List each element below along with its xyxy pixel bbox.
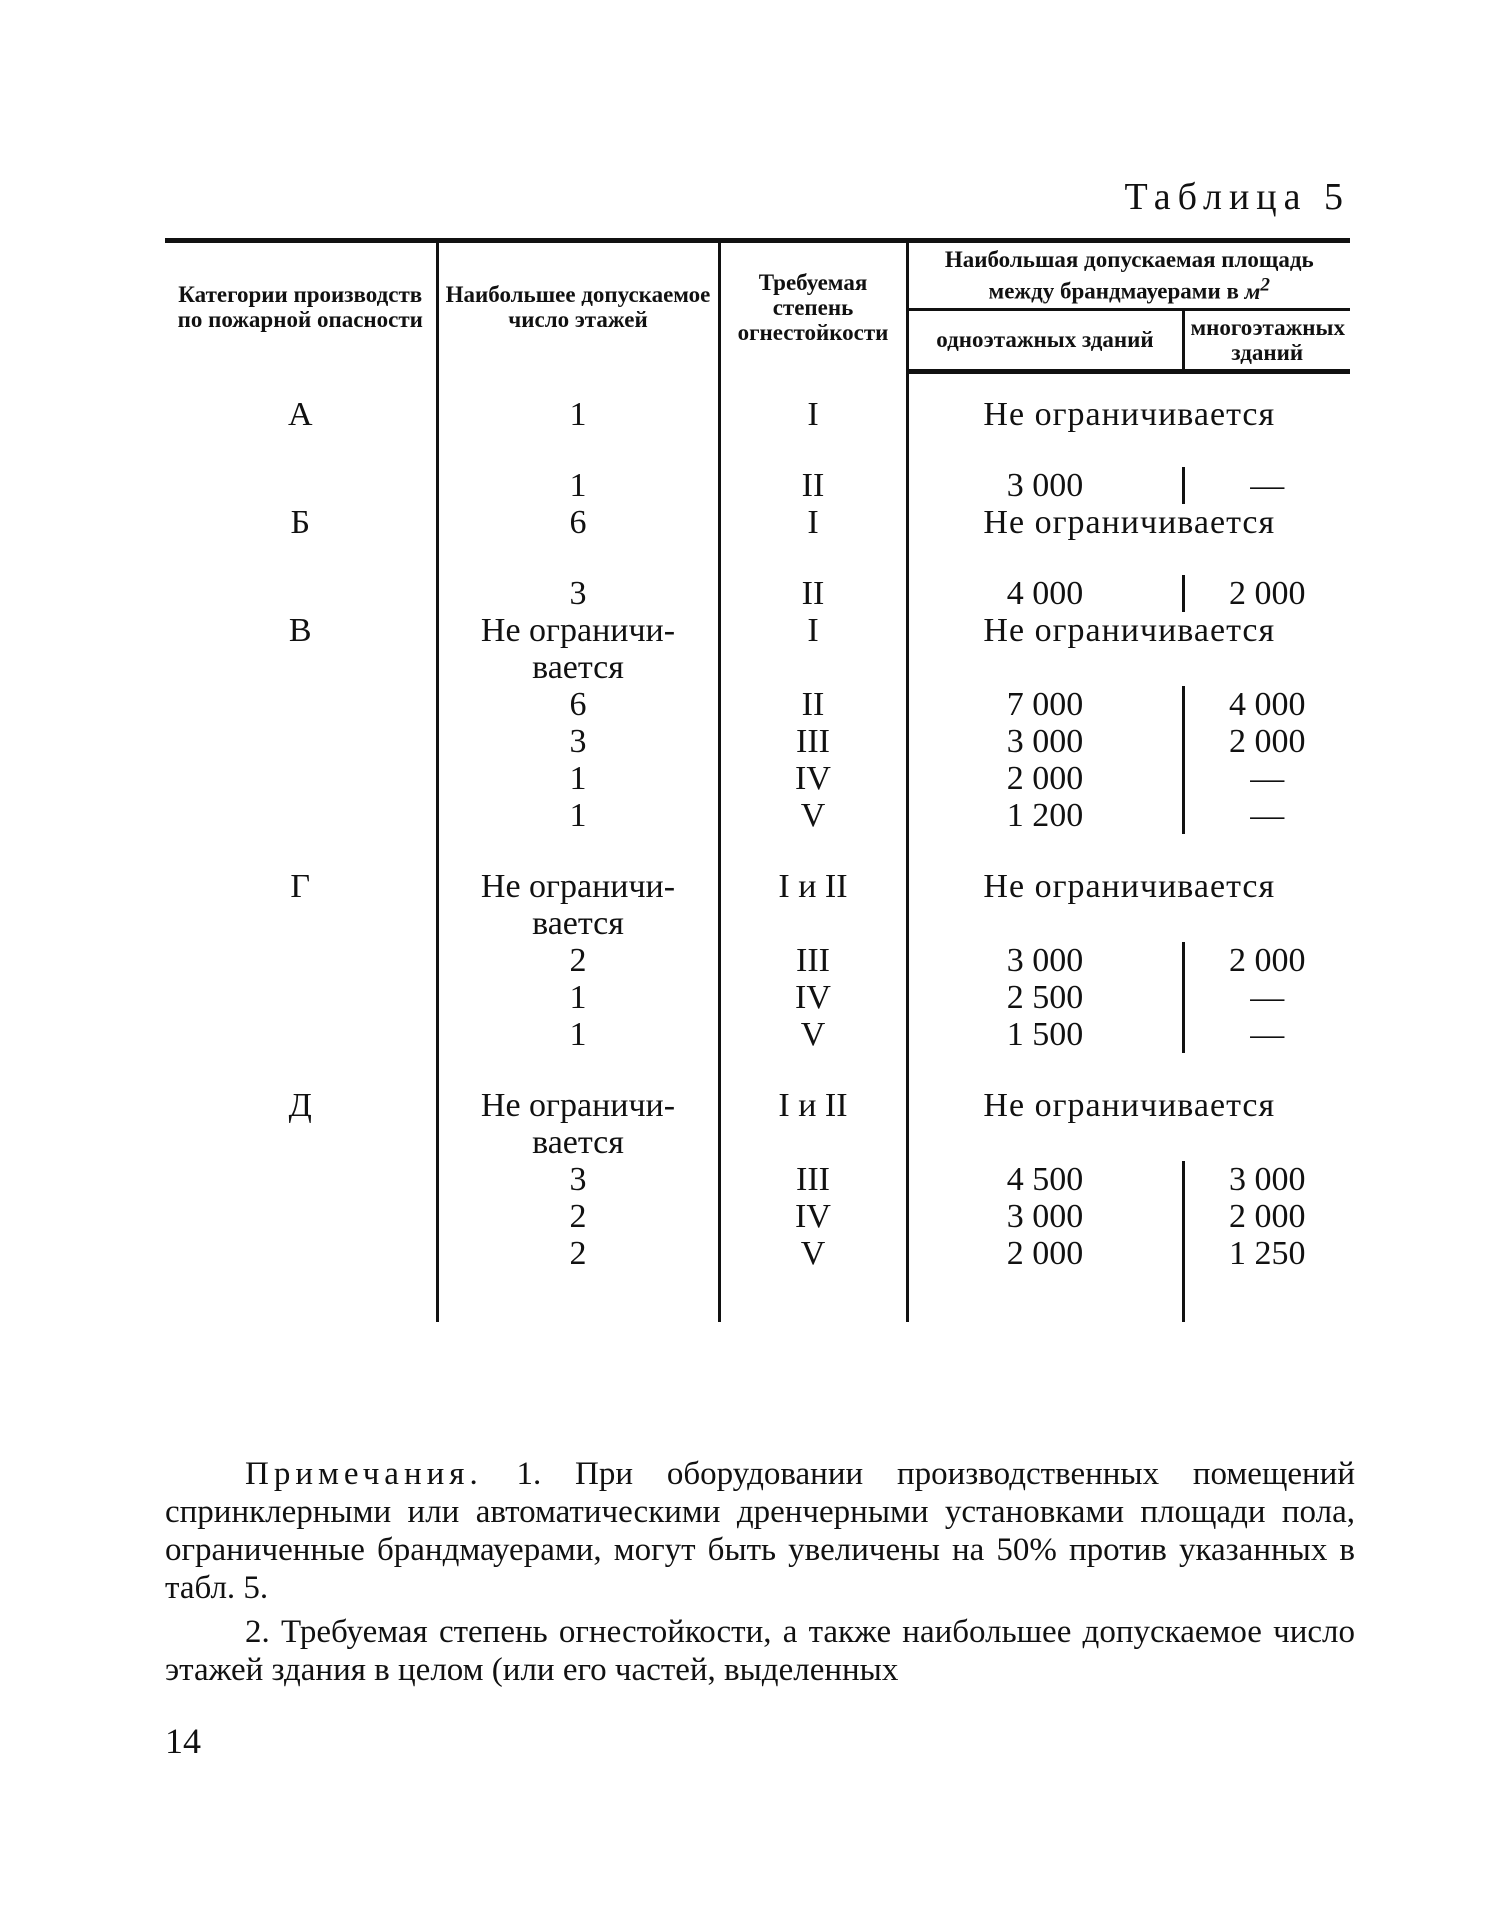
fire-degree-cell: IV [719, 979, 907, 1016]
floors-cell-continuation: вается [437, 1124, 719, 1161]
floors-cell-continuation: вается [437, 649, 719, 686]
header-single-storey: одноэтажных зданий [907, 309, 1183, 371]
area-unlimited-cell: Не ограничивается [907, 612, 1350, 649]
floors-cell: 6 [437, 504, 719, 541]
area-single-cell: 1 200 [907, 797, 1183, 834]
floors-cell: Не ограничи- [437, 868, 719, 905]
floors-cell: 2 [437, 942, 719, 979]
area-single-cell: 4 000 [907, 575, 1183, 612]
header-multi-storey: многоэтажных зданий [1183, 309, 1350, 371]
area-single-cell: 3 000 [907, 723, 1183, 760]
area-multi-cell: — [1183, 760, 1350, 797]
header-area-unit: $м^2$ [1244, 274, 1270, 304]
fire-degree-cell: III [719, 942, 907, 979]
floors-cell-continuation: вается [437, 905, 719, 942]
fire-degree-cell: V [719, 797, 907, 834]
area-single-cell: 2 000 [907, 760, 1183, 797]
fire-degree-cell: I и II [719, 868, 907, 905]
area-unlimited-cell: Не ограничивается [907, 504, 1350, 541]
notes-heading: Примечания. [245, 1456, 483, 1492]
header-fire-resistance: Требуемая степень огнестойкости [719, 241, 907, 372]
area-multi-cell: 2 000 [1183, 1198, 1350, 1235]
floors-cell: 3 [437, 1161, 719, 1198]
area-multi-cell: 2 000 [1183, 723, 1350, 760]
fire-degree-cell: II [719, 686, 907, 723]
category-label: Д [288, 1086, 312, 1124]
area-single-cell: 3 000 [907, 942, 1183, 979]
fire-degree-cell: II [719, 575, 907, 612]
area-single-cell: 7 000 [907, 686, 1183, 723]
floors-cell: 6 [437, 686, 719, 723]
floors-cell: 3 [437, 575, 719, 612]
fire-safety-table [165, 238, 1350, 1322]
fire-degree-cell: I [719, 612, 907, 649]
header-max-floors: Наибольшее допускаемое число этажей [437, 241, 719, 372]
fire-degree-cell: V [719, 1235, 907, 1272]
floors-cell: 2 [437, 1235, 719, 1272]
note-2: 2. Требуемая степень огнестойкости, а также наибольшее допускаемое число этажей здания в целом (или его частей, выделенных [165, 1614, 1355, 1688]
area-single-cell: 3 000 [907, 1198, 1183, 1235]
floors-cell: 1 [437, 760, 719, 797]
floors-cell: 1 [437, 797, 719, 834]
area-single-cell: 2 000 [907, 1235, 1183, 1272]
fire-degree-cell: III [719, 723, 907, 760]
fire-degree-cell: IV [719, 1198, 907, 1235]
header-max-area [907, 241, 1350, 310]
category-label: Б [290, 503, 311, 541]
area-multi-cell: — [1183, 797, 1350, 834]
area-multi-cell: 1 250 [1183, 1235, 1350, 1272]
notes-section [165, 1455, 1355, 1695]
area-unlimited-cell: Не ограничивается [907, 396, 1350, 433]
area-unlimited-cell: Не ограничивается [907, 868, 1350, 905]
header-max-area-label: Наибольшая допускаемая площадь между брандмауерами в [944, 247, 1314, 304]
note-1-text: 1. При оборудовании производственных помещений спринклерными или автоматическими дренчерными установками площади пола, ограниченные брандмауерами, могут быть увеличены на 50% против указанных в табл. 5. [165, 1456, 1355, 1606]
area-multi-cell: 2 000 [1183, 575, 1350, 612]
area-multi-cell: — [1183, 1016, 1350, 1053]
fire-degree-cell: III [719, 1161, 907, 1198]
note-1 [165, 1455, 1355, 1607]
fire-degree-cell: V [719, 1016, 907, 1053]
area-multi-cell: 3 000 [1183, 1161, 1350, 1198]
category-label: А [287, 395, 313, 433]
header-categories: Категории производств по пожарной опасности [165, 241, 437, 372]
page-number: 14 [165, 1721, 201, 1761]
area-single-cell: 2 500 [907, 979, 1183, 1016]
floors-cell: 2 [437, 1198, 719, 1235]
floors-cell: 3 [437, 723, 719, 760]
fire-degree-cell: IV [719, 760, 907, 797]
category-label: Г [290, 867, 311, 905]
table-caption: Таблица 5 [1124, 176, 1350, 218]
category-label: В [288, 611, 312, 649]
area-multi-cell: — [1183, 979, 1350, 1016]
floors-cell: 1 [437, 979, 719, 1016]
floors-cell: Не ограничи- [437, 1087, 719, 1124]
fire-degree-cell: I [719, 396, 907, 433]
area-single-cell: 4 500 [907, 1161, 1183, 1198]
floors-cell: 1 [437, 396, 719, 433]
area-unlimited-cell: Не ограничивается [907, 1087, 1350, 1124]
fire-degree-cell: I [719, 504, 907, 541]
floors-cell: Не ограничи- [437, 612, 719, 649]
area-multi-cell: — [1183, 467, 1350, 504]
area-single-cell: 1 500 [907, 1016, 1183, 1053]
area-multi-cell: 4 000 [1183, 686, 1350, 723]
area-multi-cell: 2 000 [1183, 942, 1350, 979]
fire-degree-cell: II [719, 467, 907, 504]
floors-cell: 1 [437, 467, 719, 504]
area-single-cell: 3 000 [907, 467, 1183, 504]
fire-degree-cell: I и II [719, 1087, 907, 1124]
floors-cell: 1 [437, 1016, 719, 1053]
